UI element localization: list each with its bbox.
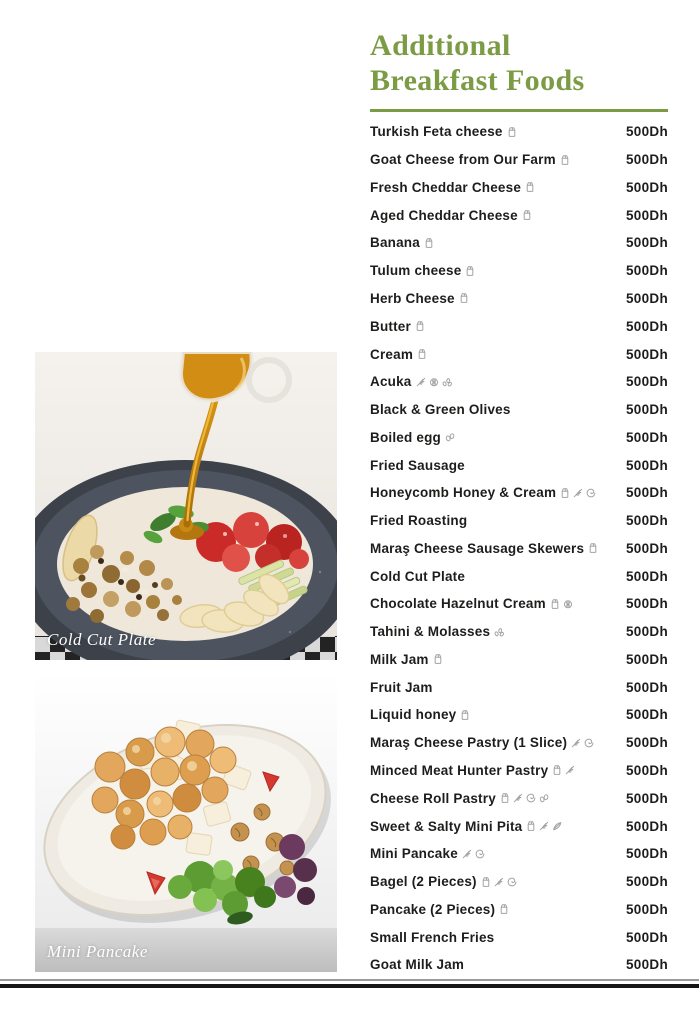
menu-item-price: 500Dh — [625, 679, 668, 695]
menu-item-icons — [559, 154, 571, 166]
allergen-milk-icon — [414, 320, 426, 332]
allergen-milk-icon — [559, 154, 571, 166]
menu-item-name: Honeycomb Honey & Cream — [370, 485, 557, 501]
photo-granola-honey-bowl — [35, 352, 337, 660]
menu-item-row — [370, 423, 668, 451]
menu-item-name: Goat Cheese from Our Farm — [370, 152, 556, 168]
menu-item-row — [370, 646, 668, 674]
menu-item-name: Fried Sausage — [370, 457, 465, 473]
menu-item-icons — [423, 237, 435, 249]
menu-item-name: Mini Pancake — [370, 846, 458, 862]
menu-item-icons — [416, 348, 428, 360]
menu-list — [370, 118, 668, 979]
menu-item-icons — [464, 265, 476, 277]
menu-item-price: 500Dh — [625, 929, 668, 945]
allergen-egg-icon — [444, 431, 456, 443]
menu-item-name: Tahini & Molasses — [370, 624, 491, 640]
menu-item-row — [370, 701, 668, 729]
menu-item-price: 500Dh — [625, 179, 668, 195]
menu-item-icons — [570, 737, 595, 749]
allergen-milk-icon — [498, 903, 510, 915]
menu-item-price: 500Dh — [625, 846, 668, 862]
menu-item-row — [370, 312, 668, 340]
menu-item-price: 500Dh — [625, 152, 668, 168]
menu-item-price: 500Dh — [625, 818, 668, 834]
menu-item-price: 500Dh — [625, 762, 668, 778]
menu-item-row — [370, 784, 668, 812]
photo-caption-mini-pancake: Mini Pancake — [47, 942, 148, 961]
allergen-gluten-icon — [493, 876, 505, 888]
menu-item-name: Fried Roasting — [370, 513, 468, 529]
menu-item-row — [370, 396, 668, 424]
menu-item-icons — [493, 626, 505, 638]
menu-item-price: 500Dh — [625, 207, 668, 223]
photo-mini-pancake-platter — [35, 672, 337, 972]
allergen-gluten-icon — [512, 792, 524, 804]
menu-item-row — [370, 840, 668, 868]
allergen-milk-icon — [525, 820, 537, 832]
page-title-line1: Additional — [370, 29, 511, 62]
menu-item-row — [370, 951, 668, 979]
allergen-milk-icon — [549, 598, 561, 610]
menu-item-price: 500Dh — [625, 429, 668, 445]
allergen-milk-icon — [480, 876, 492, 888]
menu-item-name: Goat Milk Jam — [370, 957, 465, 973]
menu-item-name: Turkish Feta cheese — [370, 124, 503, 140]
allergen-milk-icon — [524, 181, 536, 193]
allergen-spiral-icon — [506, 876, 518, 888]
menu-item-name: Chocolate Hazelnut Cream — [370, 596, 546, 612]
menu-item-price: 500Dh — [625, 290, 668, 306]
menu-item-name: Cold Cut Plate — [370, 568, 466, 584]
menu-item-name: Liquid honey — [370, 707, 457, 723]
menu-item-icons — [506, 126, 518, 138]
allergen-spiral-icon — [585, 487, 597, 499]
menu-item-icons — [525, 820, 563, 832]
mini-pancake-illustration — [35, 672, 337, 972]
menu-item-name: Butter — [370, 318, 411, 334]
menu-item-row — [370, 895, 668, 923]
menu-item-row — [370, 451, 668, 479]
menu-item-name: Cream — [370, 346, 414, 362]
menu-item-icons — [414, 320, 426, 332]
allergen-spiral-icon — [583, 737, 595, 749]
menu-item-icons — [551, 764, 576, 776]
menu-item-name: Acuka — [370, 374, 412, 390]
menu-item-price: 500Dh — [625, 346, 668, 362]
menu-item-row — [370, 174, 668, 202]
menu-item-row — [370, 201, 668, 229]
menu-item-price: 500Dh — [625, 540, 668, 556]
menu-item-name: Black & Green Olives — [370, 402, 511, 418]
menu-item-icons — [587, 542, 599, 554]
bottom-rule-thin — [0, 979, 699, 981]
allergen-gluten-icon — [564, 764, 576, 776]
menu-item-row — [370, 340, 668, 368]
menu-item-price: 500Dh — [625, 735, 668, 751]
menu-item-name: Maraş Cheese Pastry (1 Slice) — [370, 735, 568, 751]
menu-item-row — [370, 534, 668, 562]
menu-item-icons — [549, 598, 574, 610]
title-underline — [370, 109, 668, 112]
menu-item-name: Maraş Cheese Sausage Skewers — [370, 540, 585, 556]
menu-item-row — [370, 590, 668, 618]
allergen-gluten-icon — [538, 820, 550, 832]
menu-item-row — [370, 257, 668, 285]
menu-item-price: 500Dh — [625, 624, 668, 640]
allergen-spiral-icon — [474, 848, 486, 860]
allergen-milk-icon — [587, 542, 599, 554]
allergen-gluten-icon — [572, 487, 584, 499]
menu-item-name: Herb Cheese — [370, 290, 455, 306]
menu-item-row — [370, 285, 668, 313]
allergen-milk-icon — [458, 292, 470, 304]
menu-item-icons — [499, 792, 550, 804]
menu-item-price: 500Dh — [625, 651, 668, 667]
menu-item-row — [370, 562, 668, 590]
menu-item-icons — [498, 903, 510, 915]
menu-item-name: Aged Cheddar Cheese — [370, 207, 518, 223]
allergen-feather-icon — [551, 820, 563, 832]
menu-item-icons — [461, 848, 486, 860]
menu-item-row — [370, 229, 668, 257]
menu-item-icons — [524, 181, 536, 193]
menu-item-name: Banana — [370, 235, 420, 251]
allergen-sesame-icon — [441, 376, 453, 388]
menu-item-row — [370, 673, 668, 701]
menu-item-price: 500Dh — [625, 485, 668, 501]
menu-item-name: Boiled egg — [370, 429, 442, 445]
menu-item-price: 500Dh — [625, 596, 668, 612]
granola-bowl-illustration — [35, 352, 337, 660]
allergen-gluten-icon — [415, 376, 427, 388]
menu-item-name: Bagel (2 Pieces) — [370, 874, 477, 890]
page-title-line2: Breakfast Foods — [370, 64, 585, 97]
allergen-milk-icon — [521, 209, 533, 221]
menu-item-price: 500Dh — [625, 235, 668, 251]
menu-item-price: 500Dh — [625, 513, 668, 529]
menu-item-name: Sweet & Salty Mini Pita — [370, 818, 523, 834]
menu-item-icons — [521, 209, 533, 221]
menu-item-price: 500Dh — [625, 790, 668, 806]
allergen-nut-icon — [428, 376, 440, 388]
menu-item-name: Pancake (2 Pieces) — [370, 901, 496, 917]
allergen-milk-icon — [506, 126, 518, 138]
allergen-milk-icon — [423, 237, 435, 249]
menu-item-price: 500Dh — [625, 318, 668, 334]
menu-item-price: 500Dh — [625, 263, 668, 279]
menu-section — [370, 28, 668, 979]
menu-item-row — [370, 507, 668, 535]
menu-item-price: 500Dh — [625, 568, 668, 584]
menu-item-row — [370, 923, 668, 951]
page-title — [370, 28, 668, 98]
menu-item-name: Tulum cheese — [370, 263, 462, 279]
allergen-gluten-icon — [461, 848, 473, 860]
allergen-spiral-icon — [525, 792, 537, 804]
allergen-milk-icon — [499, 792, 511, 804]
menu-item-icons — [459, 709, 471, 721]
menu-item-price: 500Dh — [625, 402, 668, 418]
menu-item-icons — [559, 487, 597, 499]
menu-item-price: 500Dh — [625, 957, 668, 973]
menu-item-name: Fresh Cheddar Cheese — [370, 179, 522, 195]
allergen-nut-icon — [562, 598, 574, 610]
bottom-rule-thick — [0, 984, 699, 988]
menu-item-price: 500Dh — [625, 874, 668, 890]
allergen-egg-icon — [538, 792, 550, 804]
menu-item-price: 500Dh — [625, 124, 668, 140]
allergen-milk-icon — [459, 709, 471, 721]
menu-item-icons — [458, 292, 470, 304]
menu-item-name: Small French Fries — [370, 929, 495, 945]
allergen-gluten-icon — [570, 737, 582, 749]
menu-item-row — [370, 618, 668, 646]
menu-item-icons — [415, 376, 453, 388]
allergen-sesame-icon — [493, 626, 505, 638]
menu-item-name: Fruit Jam — [370, 679, 433, 695]
photo-caption-cold-cut-plate: Cold Cut Plate — [47, 630, 156, 649]
allergen-milk-icon — [416, 348, 428, 360]
menu-item-price: 500Dh — [625, 707, 668, 723]
allergen-milk-icon — [551, 764, 563, 776]
allergen-milk-icon — [559, 487, 571, 499]
menu-item-name: Cheese Roll Pastry — [370, 790, 496, 806]
menu-item-price: 500Dh — [625, 457, 668, 473]
allergen-milk-icon — [464, 265, 476, 277]
menu-item-row — [370, 868, 668, 896]
menu-item-price: 500Dh — [625, 374, 668, 390]
menu-item-name: Milk Jam — [370, 651, 429, 667]
menu-item-row — [370, 729, 668, 757]
menu-item-price: 500Dh — [625, 901, 668, 917]
menu-item-row — [370, 757, 668, 785]
menu-item-row — [370, 479, 668, 507]
menu-item-icons — [444, 431, 456, 443]
menu-item-row — [370, 812, 668, 840]
menu-item-icons — [480, 876, 518, 888]
menu-item-row — [370, 146, 668, 174]
menu-item-row — [370, 368, 668, 396]
allergen-milk-icon — [432, 653, 444, 665]
menu-item-row — [370, 118, 668, 146]
menu-item-name: Minced Meat Hunter Pastry — [370, 762, 549, 778]
menu-item-icons — [432, 653, 444, 665]
